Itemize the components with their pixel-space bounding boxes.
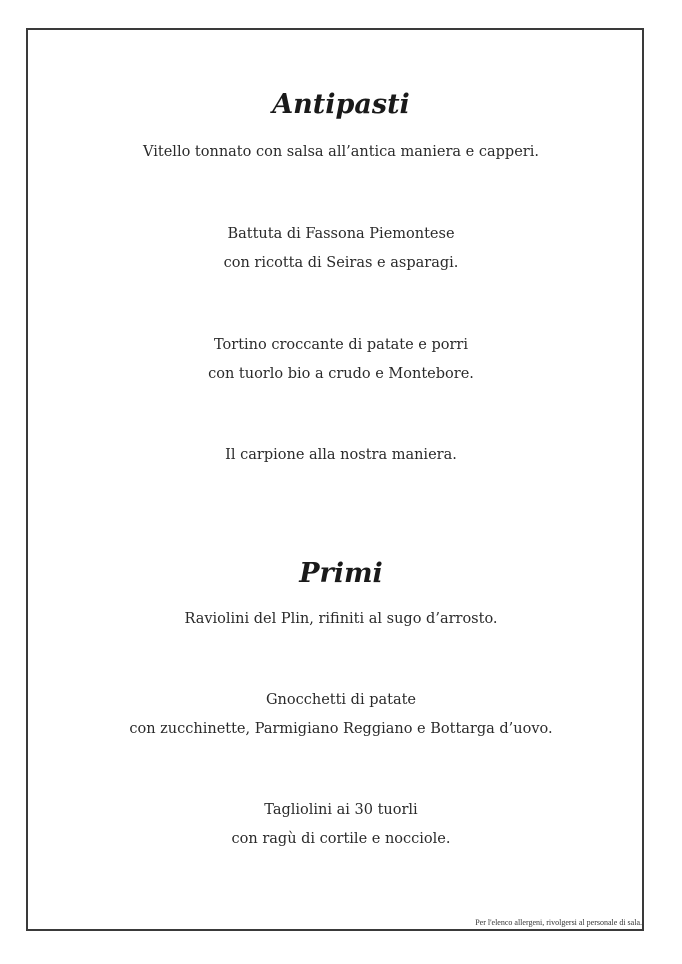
dish-line: con tuorlo bio a crudo e Montebore. — [208, 366, 474, 382]
dish-line: con ragù di cortile e nocciole. — [231, 831, 451, 847]
primi-dish-2 — [0, 686, 682, 744]
dish-line: Tortino croccante di patate e porri — [213, 337, 469, 353]
antipasti-dish-2 — [0, 220, 682, 278]
primi-heading: Primi — [299, 558, 383, 589]
dish-line: con ricotta di Seiras e asparagi. — [223, 255, 459, 271]
dish-line: Gnocchetti di patate — [265, 692, 417, 708]
primi-dish-3 — [0, 796, 682, 854]
antipasti-dish-3 — [0, 331, 682, 389]
dish-line: Raviolini del Plin, rifiniti al sugo d’arrosto. — [184, 611, 498, 627]
antipasti-dish-4 — [0, 441, 682, 470]
dish-line: Battuta di Fassona Piemontese — [227, 226, 455, 242]
dish-line: con zucchinette, Parmigiano Reggiano e Bottarga d’uovo. — [129, 721, 553, 737]
dish-line: Il carpione alla nostra maniera. — [225, 447, 457, 463]
antipasti-heading: Antipasti — [272, 89, 410, 120]
allergen-footnote: Per l'elenco allergeni, rivolgersi al personale di sala. — [475, 918, 642, 927]
dish-line: Tagliolini ai 30 tuorli — [264, 802, 418, 818]
primi-dish-1 — [0, 605, 682, 634]
dish-line: Vitello tonnato con salsa all’antica maniera e capperi. — [143, 144, 539, 160]
antipasti-dish-1 — [0, 138, 682, 167]
